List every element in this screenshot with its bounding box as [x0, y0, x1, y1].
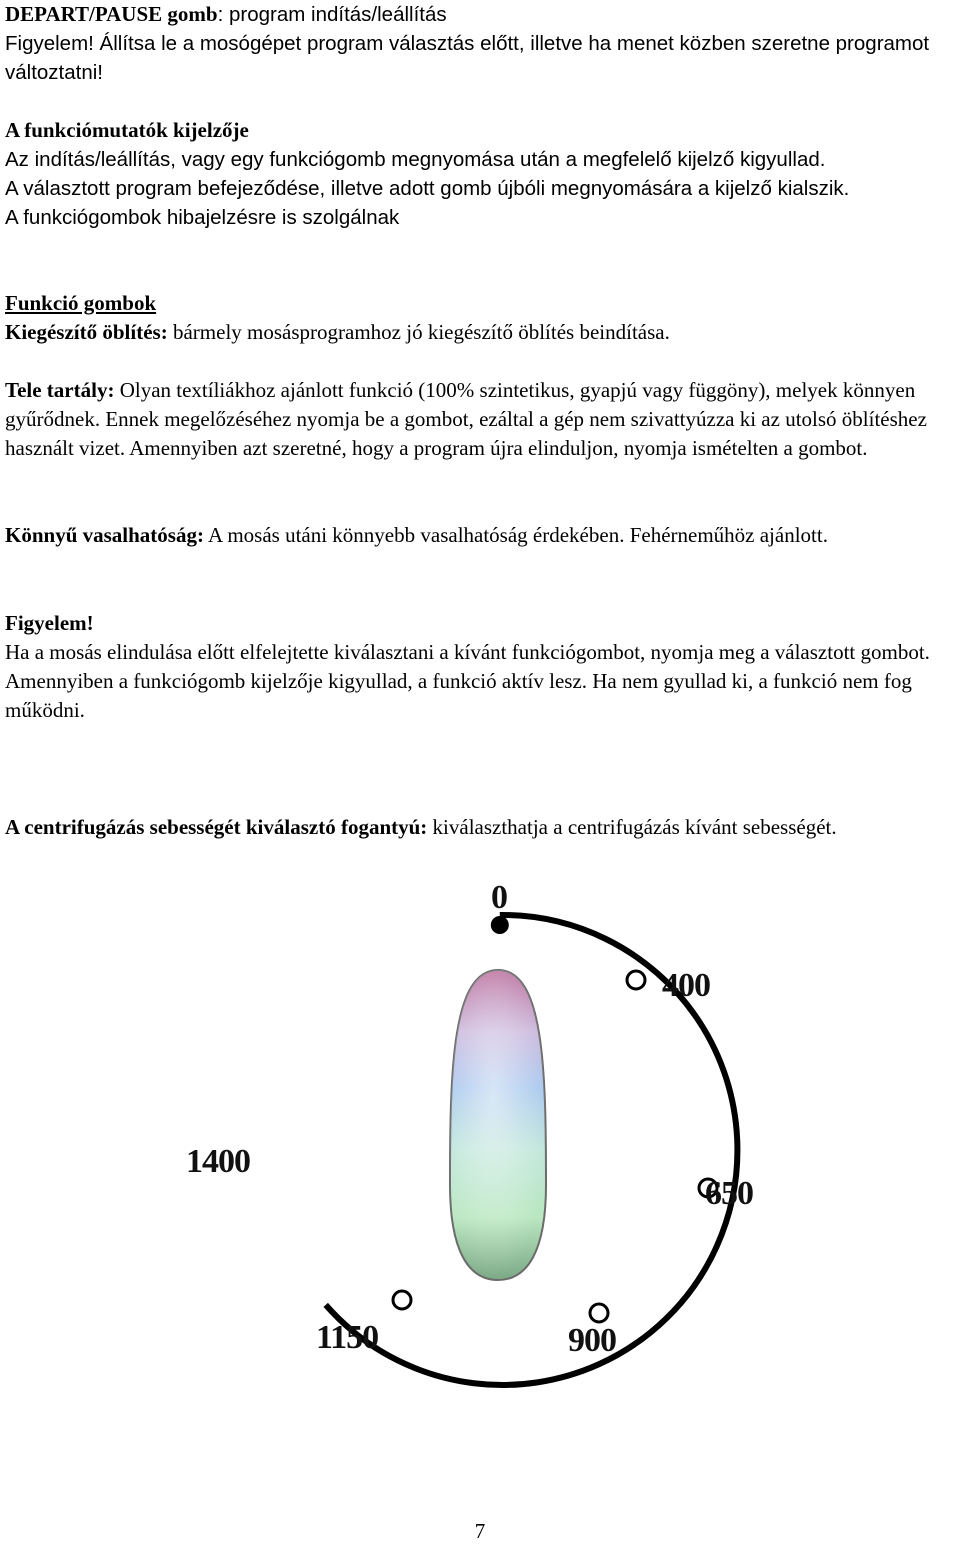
speed-label-1400: 1400 — [186, 1143, 250, 1180]
rinse-label: Kiegészítő öblítés: — [5, 320, 168, 344]
function-warning-label: Figyelem! — [5, 611, 94, 635]
speed-marker-0 — [491, 916, 509, 934]
speed-label-1150: 1150 — [316, 1319, 379, 1356]
speed-label-0: 0 — [491, 879, 507, 916]
function-warning-paragraph — [5, 609, 955, 725]
speed-label-650: 650 — [705, 1175, 753, 1212]
page-number: 7 — [474, 1519, 486, 1543]
indicators-line-1: Az indítás/leállítás, vagy egy funkciógomb megnyomása után a megfelelő kijelző kigyullad. — [5, 148, 826, 171]
depart-warning: Figyelem! Állítsa le a mosógépet program választás előtt, illetve ha menet közben szeretne programot változtatni! — [5, 32, 930, 84]
easy-iron-paragraph — [5, 521, 955, 550]
full-tank-text: Olyan textíliákhoz ajánlott funkció (100% szintetikus, gyapjú vagy függöny), melyek könnyen gyűrődnek. Ennek megelőzéséhez nyomja be a gombot, ezáltal a gép nem szivattyúzza ki az utolsó öblítéshez használt vizet. Amennyiben azt szeretné, hogy a program újra elinduljon, nyomja ismételten a gombot. — [5, 378, 927, 460]
speed-marker-900 — [590, 1304, 608, 1322]
depart-title: DEPART/PAUSE gomb — [5, 2, 218, 26]
full-tank-label: Tele tartály: — [5, 378, 115, 402]
spin-label: A centrifugázás sebességét kiválasztó fogantyú: — [5, 815, 428, 839]
speed-marker-400 — [627, 971, 645, 989]
indicators-line-2: A választott program befejeződése, illetve adott gomb újbóli megnyomására a kijelző kialszik. — [5, 177, 850, 200]
depart-title-rest: : program indítás/leállítás — [217, 3, 447, 26]
spin-text: kiválaszthatja a centrifugázás kívánt sebességét. — [427, 815, 837, 839]
speed-label-900: 900 — [568, 1322, 616, 1359]
functions-heading: Funkció gombok — [5, 291, 157, 315]
spin-speed-dial — [150, 870, 810, 1390]
speed-label-400: 400 — [662, 967, 710, 1004]
easy-iron-label: Könnyű vasalhatóság: — [5, 523, 204, 547]
speed-marker-1150 — [393, 1291, 411, 1309]
indicators-title: A funkciómutatók kijelzője — [5, 118, 249, 142]
rinse-text: bármely mosásprogramhoz jó kiegészítő öblítés beindítása. — [167, 320, 670, 344]
indicators-line-3: A funkciógombok hibajelzésre is szolgálnak — [5, 206, 400, 229]
indicators-section — [5, 116, 955, 232]
easy-iron-text: A mosás utáni könnyebb vasalhatóság érdekében. Fehérneműhöz ajánlott. — [203, 523, 828, 547]
spin-paragraph — [5, 813, 955, 842]
function-warning-text: Ha a mosás elindulása előtt elfelejtette kiválasztani a kívánt funkciógombot, nyomja meg a választott gombot. Amennyiben a funkciógomb kijelzője kigyullad, a funkció aktív lesz. Ha nem gyullad ki, a funkció nem fog működni. — [5, 640, 930, 722]
full-tank-paragraph — [5, 376, 955, 463]
functions-section — [5, 289, 955, 347]
knob-handle — [450, 970, 546, 1280]
depart-section — [5, 0, 955, 87]
